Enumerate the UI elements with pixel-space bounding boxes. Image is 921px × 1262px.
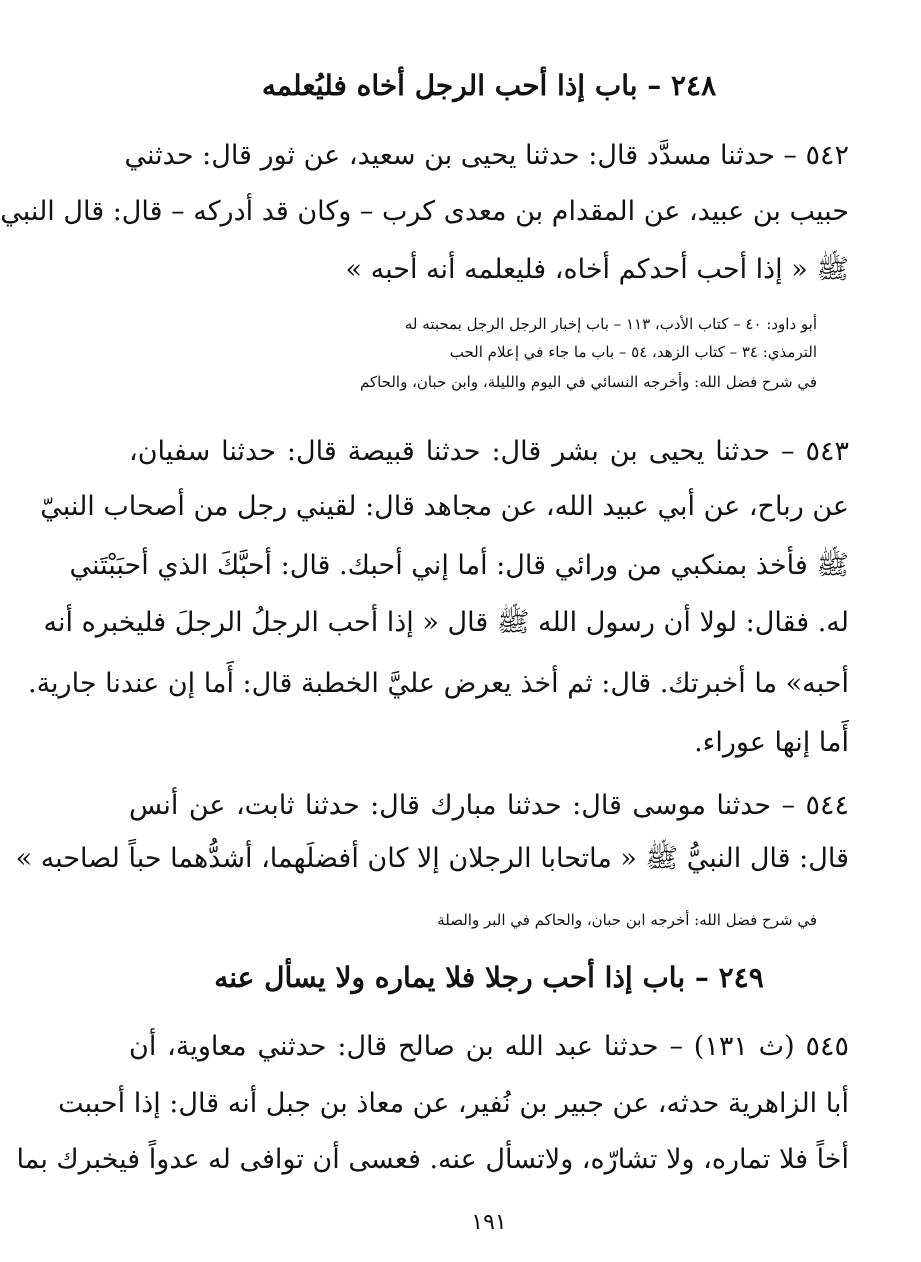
hadith-545-line-1: ٥٤٥ (ث ١٣١) – حدثنا عبد الله بن صالح قال: حدثني معاوية، أن [129, 1031, 849, 1062]
hadith-543-line-5: أحبه» ما أخبرتك. قال: ثم أخذ يعرض عليَّ الخطبة قال: أَما إن عندنا جارية. [27, 668, 849, 699]
page-number: ١٩١ [471, 1210, 507, 1235]
hadith-544-line-1: ٥٤٤ – حدثنا موسى قال: حدثنا مبارك قال: حدثنا ثابت، عن أنس [129, 790, 849, 821]
hadith-543-line-1: ٥٤٣ – حدثنا يحيى بن بشر قال: حدثنا قبيصة قال: حدثنا سفيان، [129, 436, 849, 467]
hadith-545-line-2: أبا الزاهرية حدثه، عن جبير بن نُفير، عن معاذ بن جبل أنه قال: إذا أحببت [58, 1088, 849, 1119]
hadith-543-line-2: عن رباح، عن أبي عبيد الله، عن مجاهد قال: لقيني رجل من أصحاب النبيّ [40, 491, 849, 522]
hadith-545-line-3: أخاً فلا تماره، ولا تشارّه، ولاتسأل عنه. فعسى أن توافى له عدواً فيخبرك بما [16, 1144, 849, 1175]
hadith-544-line-2: قال: قال النبيُّ ﷺ « ماتحابا الرجلان إلا كان أفضلَهما، أشدُّهما حباً لصاحبه » [15, 843, 849, 874]
hadith-544-note-1: في شرح فضل الله: أخرجه ابن حبان، والحاكم في البر والصلة [437, 911, 817, 929]
hadith-542-note-1: أبو داود: ٤٠ – كتاب الأدب، ١١٣ – باب إخبار الرجل الرجل بمحبته له [404, 315, 817, 333]
hadith-542-line-3: ﷺ « إذا أحب أحدكم أخاه، فليعلمه أنه أحبه » [345, 254, 849, 285]
hadith-542-note-3: في شرح فضل الله: وأخرجه النسائي في اليوم والليلة، وابن حبان، والحاكم [359, 373, 817, 391]
hadith-542-line-1: ٥٤٢ – حدثنا مسدَّد قال: حدثنا يحيى بن سعيد، عن ثور قال: حدثني [124, 140, 849, 171]
hadith-542-note-2: الترمذي: ٣٤ – كتاب الزهد، ٥٤ – باب ما جاء في إعلام الحب [449, 343, 817, 361]
chapter-249-heading: ٢٤٩ – باب إذا أحب رجلا فلا يماره ولا يسأل عنه [214, 961, 764, 994]
hadith-543-line-6: أَما إنها عوراء. [694, 727, 849, 758]
chapter-248-heading: ٢٤٨ – باب إذا أحب الرجل أخاه فليُعلمه [261, 69, 717, 102]
hadith-542-line-2: حبيب بن عبيد، عن المقدام بن معدى كرب – وكان قد أدركه – قال: قال النبي [0, 196, 849, 227]
hadith-543-line-4: له. فقال: لولا أن رسول الله ﷺ قال « إذا أحب الرجلُ الرجلَ فليخبره أنه [43, 607, 849, 638]
hadith-543-line-3: ﷺ فأخذ بمنكبي من ورائي قال: أما إني أحبك. قال: أحبَّكَ الذي أحبَبْتَني [69, 550, 849, 581]
